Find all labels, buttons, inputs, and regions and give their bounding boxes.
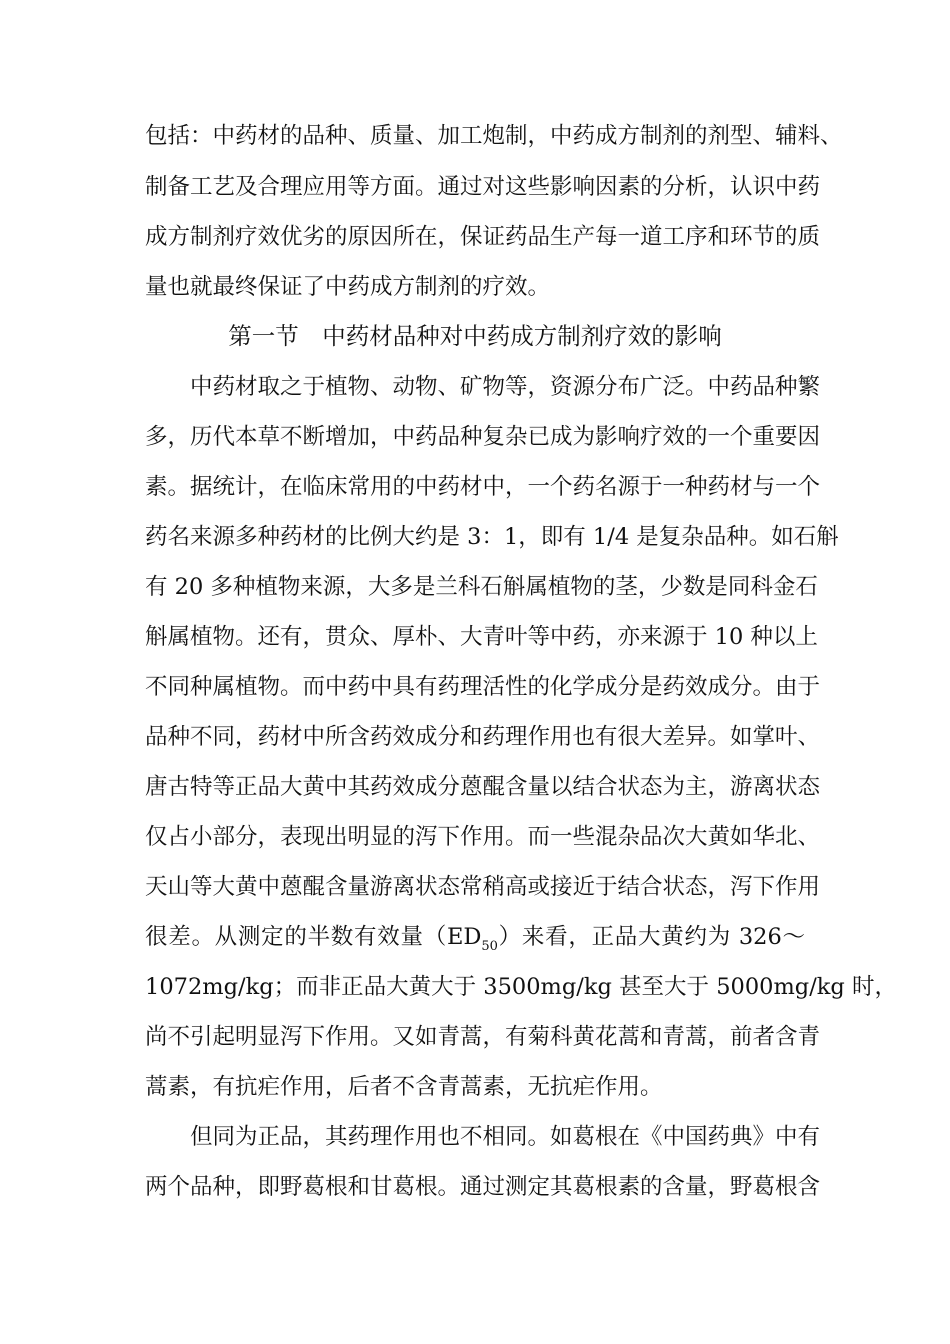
para1-line-10: 仅占小部分，表现出明显的泻下作用。而一些混杂品次大黄如华北、 bbox=[145, 824, 821, 850]
intro-line-2: 制备工艺及合理应用等方面。通过对这些影响因素的分析，认识中药 bbox=[145, 174, 821, 200]
para1-line-13: 1072mg/kg；而非正品大黄大于 3500mg/kg 甚至大于 5000mg/kg 时， bbox=[145, 974, 897, 1000]
ed-text-before: 很差。从测定的半数有效量（ED bbox=[145, 924, 482, 950]
para1-line-2: 多，历代本草不断增加，中药品种复杂已成为影响疗效的一个重要因 bbox=[145, 424, 821, 450]
intro-line-4: 量也就最终保证了中药成方制剂的疗效。 bbox=[145, 274, 551, 300]
intro-line-1: 包括：中药材的品种、质量、加工炮制，中药成方制剂的剂型、辅料、 bbox=[145, 123, 843, 149]
ed-text-after: ）来看，正品大黄约为 326～ bbox=[497, 924, 805, 950]
para1-line-11: 天山等大黄中蒽醌含量游离状态常稍高或接近于结合状态，泻下作用 bbox=[145, 874, 821, 900]
para1-line-3: 素。据统计，在临床常用的中药材中，一个药名源于一种药材与一个 bbox=[145, 474, 821, 500]
para1-line-9: 唐古特等正品大黄中其药效成分蒽醌含量以结合状态为主，游离状态 bbox=[145, 774, 821, 800]
para1-line-ed50 bbox=[145, 922, 805, 952]
para1-line-14: 尚不引起明显泻下作用。又如青蒿，有菊科黄花蒿和青蒿，前者含青 bbox=[145, 1024, 821, 1050]
intro-line-3: 成方制剂疗效优劣的原因所在，保证药品生产每一道工序和环节的质 bbox=[145, 224, 821, 250]
para1-line-15: 蒿素，有抗疟作用，后者不含青蒿素，无抗疟作用。 bbox=[145, 1074, 663, 1100]
para1-line-5: 有 20 多种植物来源，大多是兰科石斛属植物的茎，少数是同科金石 bbox=[145, 574, 818, 600]
para1-line-1: 中药材取之于植物、动物、矿物等，资源分布广泛。中药品种繁 bbox=[190, 374, 821, 400]
ed-subscript: 50 bbox=[481, 939, 498, 954]
para1-line-8: 品种不同，药材中所含药效成分和药理作用也有很大差异。如掌叶、 bbox=[145, 724, 821, 750]
para2-line-1: 但同为正品，其药理作用也不相同。如葛根在《中国药典》中有 bbox=[190, 1124, 821, 1150]
section-heading: 第一节 中药材品种对中药成方制剂疗效的影响 bbox=[228, 322, 722, 350]
para1-line-6: 斛属植物。还有，贯众、厚朴、大青叶等中药，亦来源于 10 种以上 bbox=[145, 624, 818, 650]
para2-line-2: 两个品种，即野葛根和甘葛根。通过测定其葛根素的含量，野葛根含 bbox=[145, 1174, 821, 1200]
para1-line-4: 药名来源多种药材的比例大约是 3：1，即有 1/4 是复杂品种。如石斛 bbox=[145, 524, 839, 550]
para1-line-7: 不同种属植物。而中药中具有药理活性的化学成分是药效成分。由于 bbox=[145, 674, 821, 700]
